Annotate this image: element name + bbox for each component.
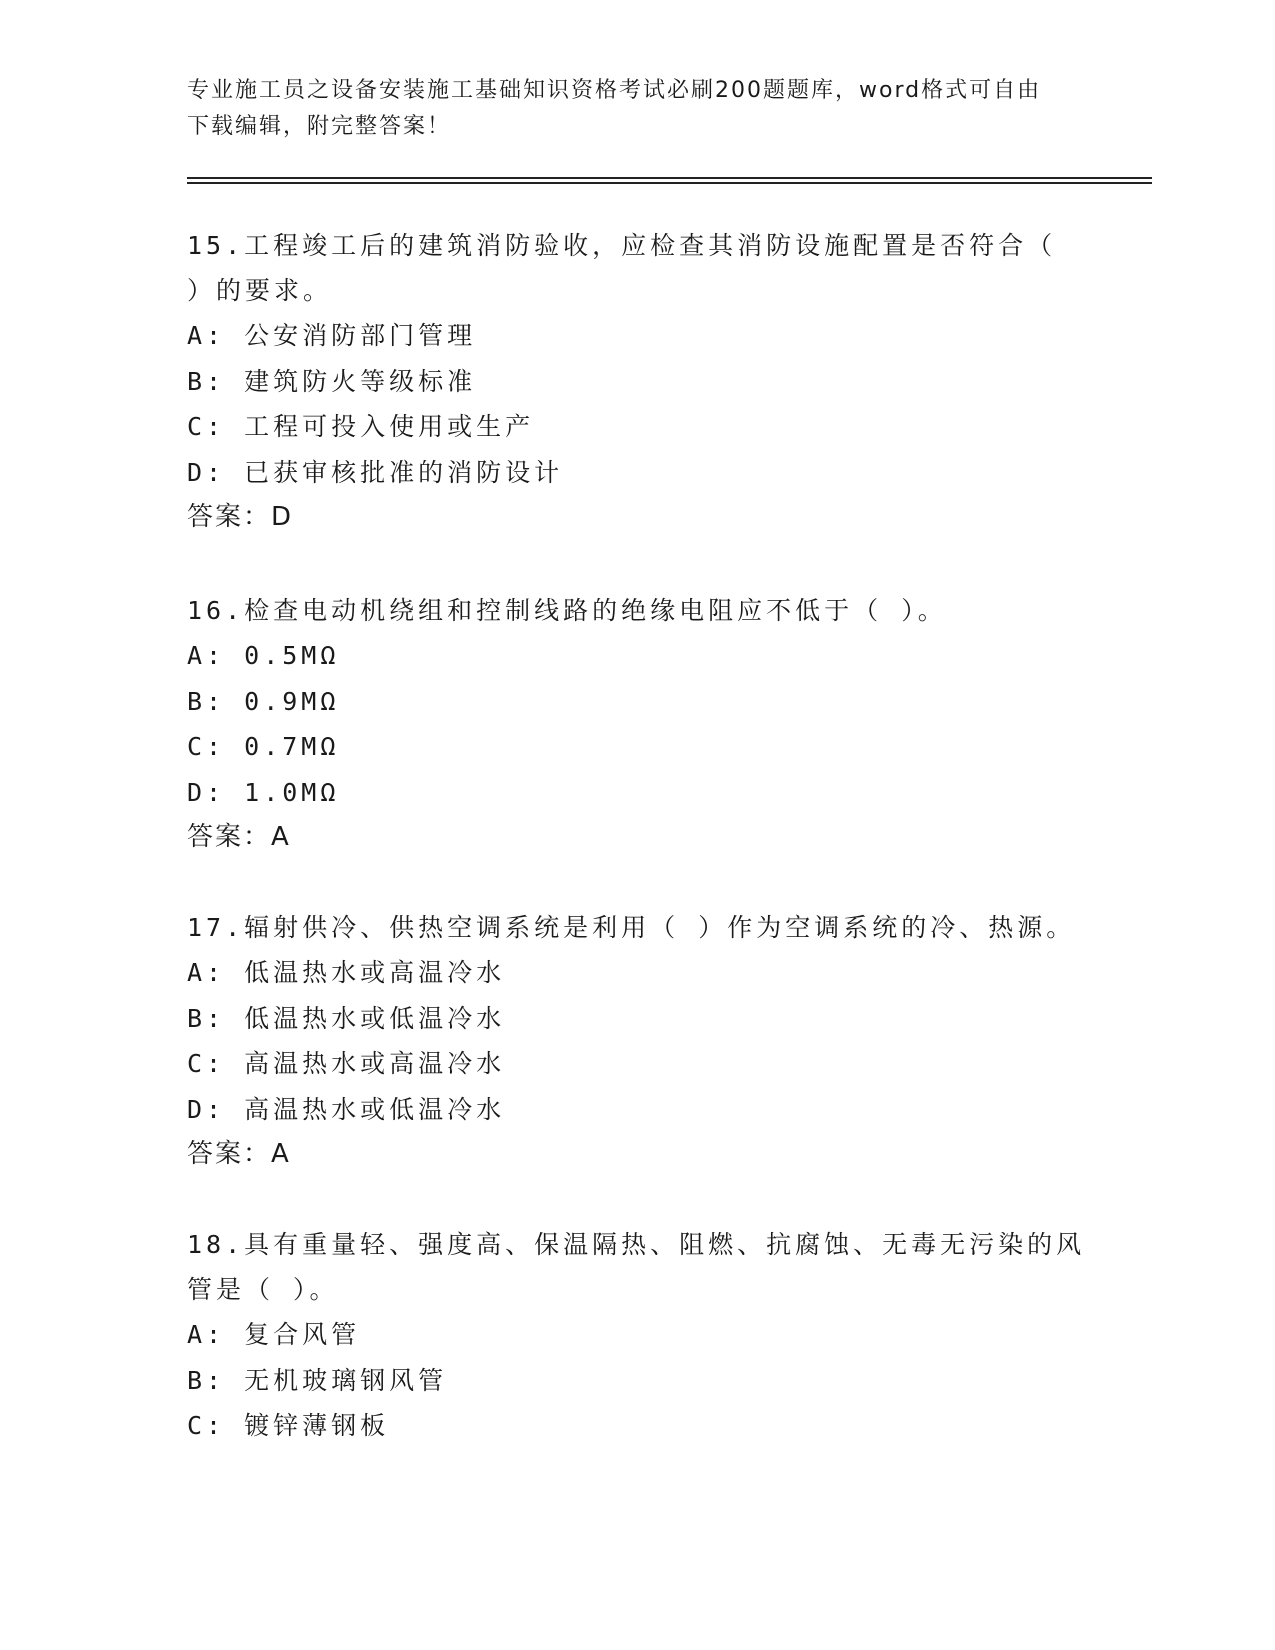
question-17 — [187, 905, 1087, 1178]
option-b: B: 建筑防火等级标准 — [187, 366, 477, 396]
question-16 — [187, 588, 1087, 861]
question-stem-continued: 管是（ ）。 — [187, 1275, 339, 1304]
option-a: A: 低温热水或高温冷水 — [187, 958, 506, 987]
option-a: A: 0.5MΩ — [187, 641, 340, 670]
question-18 — [187, 1222, 1087, 1449]
option-b: B: 无机玻璃钢风管 — [187, 1365, 448, 1395]
option-c: C: 高温热水或高温冷水 — [187, 1049, 506, 1078]
option-d: D: 高温热水或低温冷水 — [187, 1094, 506, 1124]
answer: 答案：A — [187, 1139, 291, 1169]
option-a: A: 复合风管 — [187, 1320, 361, 1349]
option-d: D: 1.0MΩ — [187, 777, 340, 807]
option-b: B: 低温热水或低温冷水 — [187, 1003, 506, 1033]
option-c: C: 0.7MΩ — [187, 732, 340, 761]
document-header — [187, 73, 1067, 145]
question-stem: 15.工程竣工后的建筑消防验收，应检查其消防设施配置是否符合（ — [187, 231, 1057, 260]
option-c: C: 镀锌薄钢板 — [187, 1411, 390, 1440]
header-divider-bottom — [187, 182, 1152, 184]
answer: 答案：D — [187, 502, 294, 532]
question-15 — [187, 223, 1087, 541]
answer: 答案：A — [187, 822, 291, 852]
header-line-1: 专业施工员之设备安装施工基础知识资格考试必刷200题题库，word格式可自由 — [187, 78, 1042, 103]
option-d: D: 已获审核批准的消防设计 — [187, 457, 564, 487]
question-stem: 18.具有重量轻、强度高、保温隔热、阻燃、抗腐蚀、无毒无污染的风 — [187, 1230, 1086, 1259]
option-a: A: 公安消防部门管理 — [187, 321, 477, 350]
question-stem-continued: ）的要求。 — [187, 276, 333, 305]
header-line-2: 下载编辑，附完整答案！ — [187, 114, 452, 139]
question-stem: 17.辐射供冷、供热空调系统是利用（ ）作为空调系统的冷、热源。 — [187, 913, 1076, 942]
option-b: B: 0.9MΩ — [187, 686, 340, 716]
question-stem: 16.检查电动机绕组和控制线路的绝缘电阻应不低于（ ）。 — [187, 596, 947, 625]
header-divider-top — [187, 177, 1152, 179]
option-c: C: 工程可投入使用或生产 — [187, 412, 535, 441]
